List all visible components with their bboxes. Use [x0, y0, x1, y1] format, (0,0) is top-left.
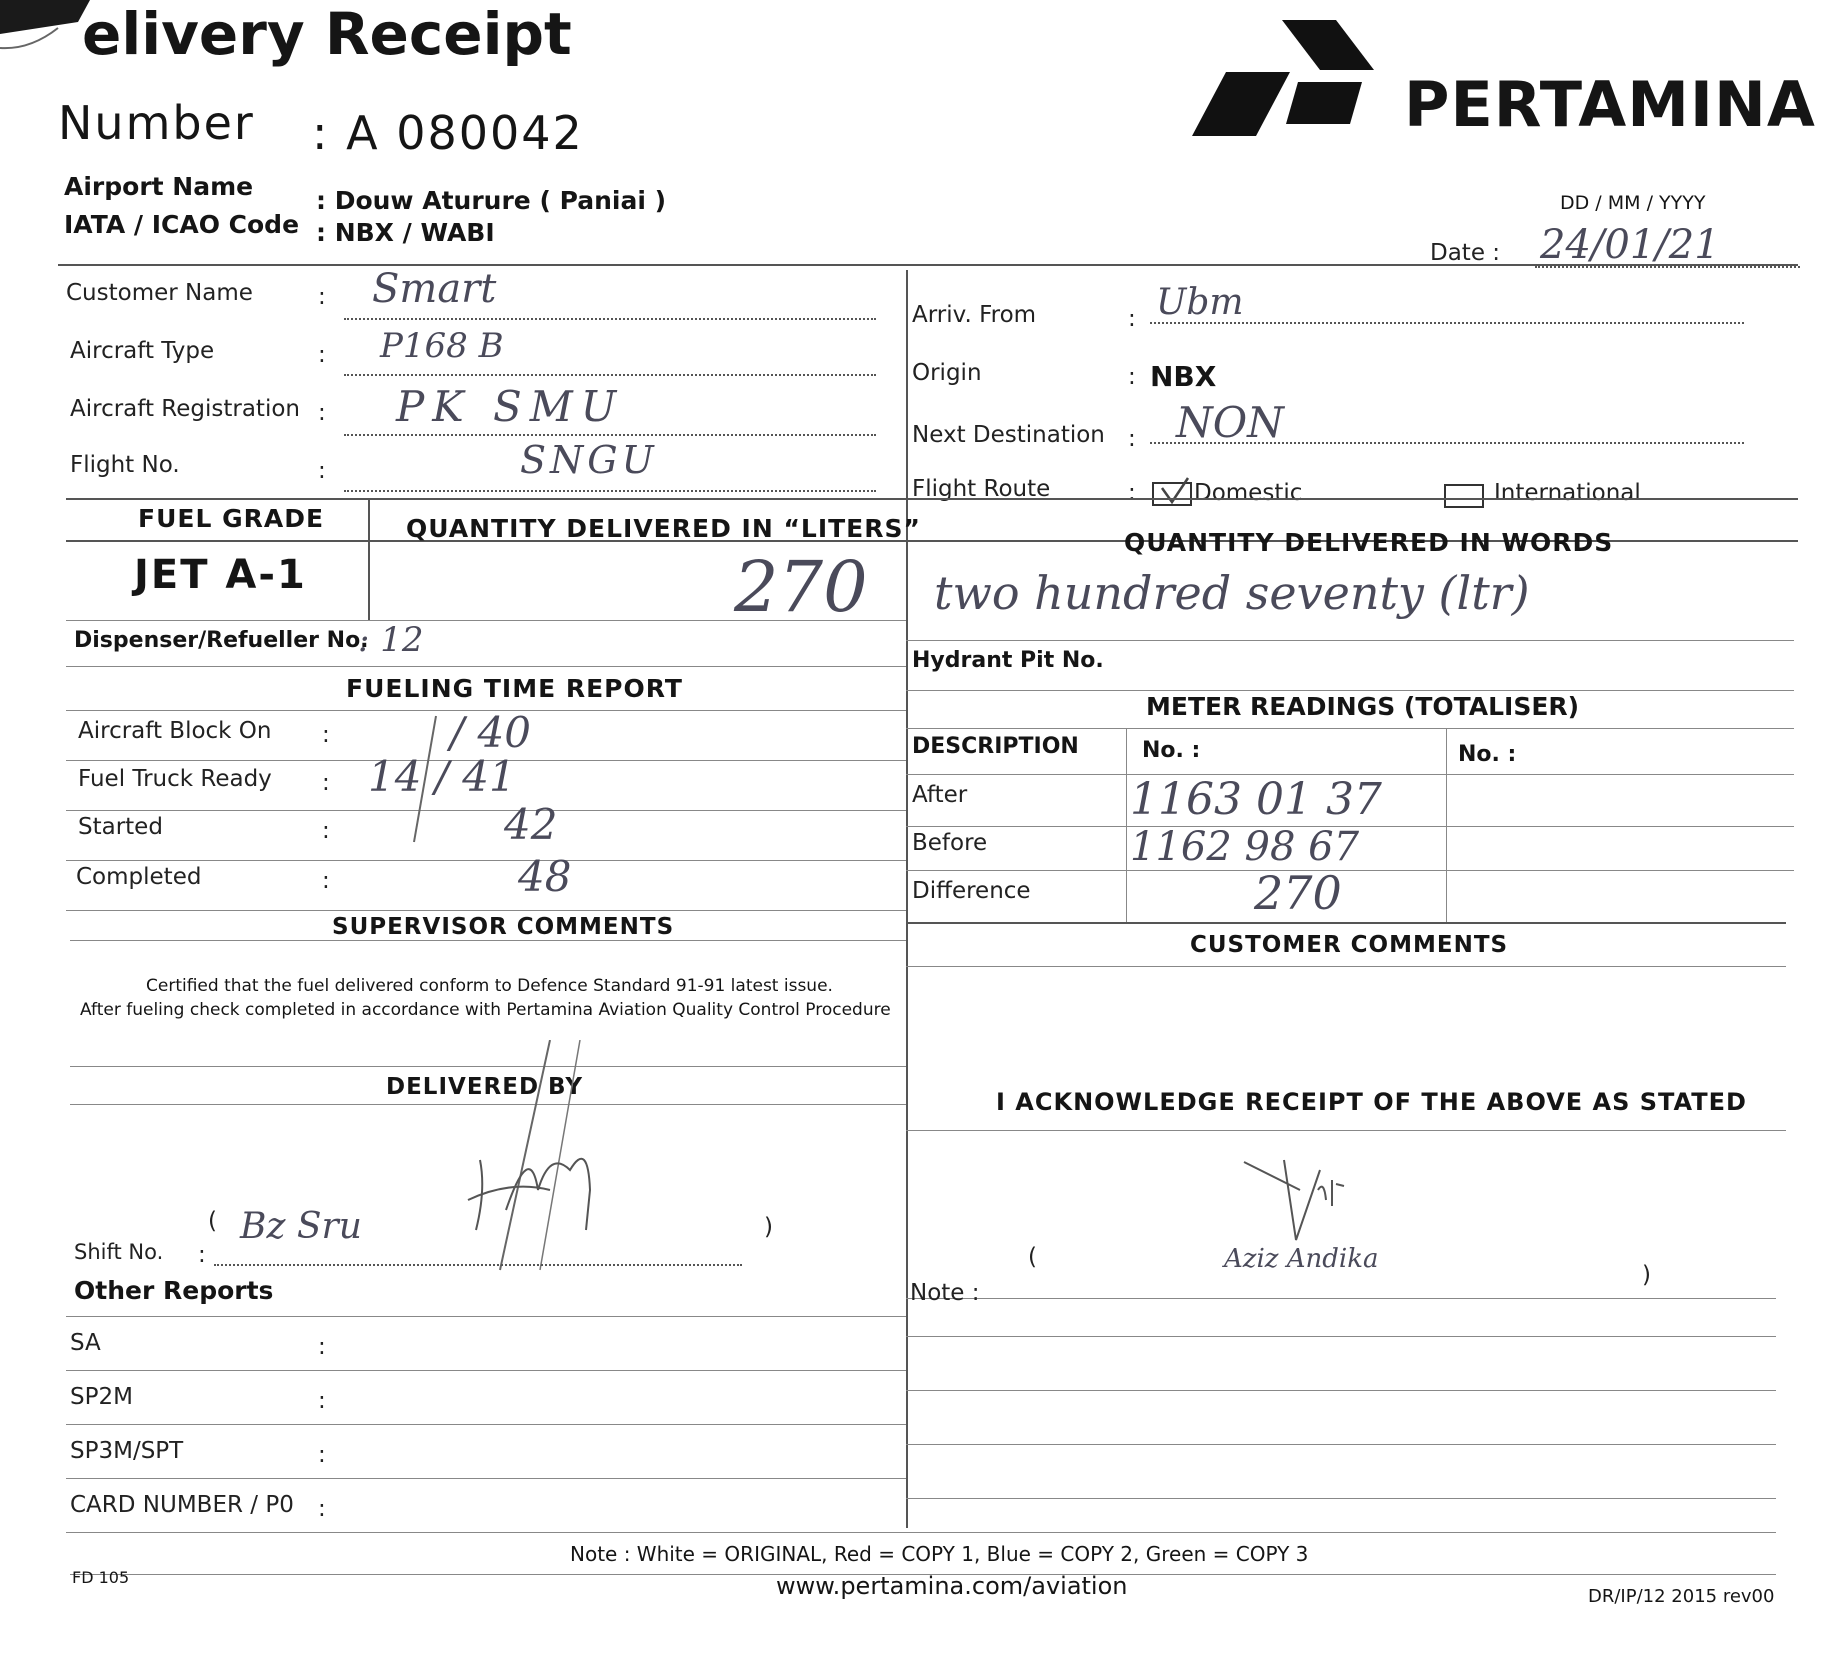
report-sa-colon: :	[318, 1334, 326, 1360]
quantity-liters-value: 270	[734, 546, 868, 628]
shift-no-line	[214, 1264, 742, 1266]
date-format: DD / MM / YYYY	[1560, 192, 1706, 214]
other-reports-header: Other Reports	[74, 1276, 274, 1305]
next-destination-value: NON	[1176, 398, 1284, 447]
flight-no-line	[344, 490, 876, 492]
fuel-bottom-rule	[66, 620, 906, 621]
airport-name-label: Airport Name	[64, 172, 254, 201]
aircraft-type-value: P168 B	[380, 326, 504, 366]
truck-ready-colon: :	[322, 770, 330, 796]
acknowledge-bottom-rule	[906, 1298, 1776, 1299]
next-destination-label: Next Destination	[912, 422, 1105, 448]
acknowledge-header: I ACKNOWLEDGE RECEIPT OF THE ABOVE AS STATED	[996, 1088, 1747, 1116]
airport-name-value: : Douw Aturure ( Paniai )	[316, 186, 667, 215]
meter-bottom-rule	[906, 922, 1786, 924]
copies-note: Note : White = ORIGINAL, Red = COPY 1, Blue = COPY 2, Green = COPY 3	[570, 1542, 1309, 1566]
meter-no-1-header: No. :	[1142, 738, 1201, 763]
pertamina-logo-icon	[1186, 20, 1386, 160]
delivered-handwritten-name: Bz Sru	[240, 1206, 362, 1247]
customer-line	[344, 318, 876, 320]
customer-colon: :	[318, 284, 326, 310]
top-rule	[58, 264, 1798, 266]
meter-before-label: Before	[912, 830, 988, 856]
customer-name-value: Smart	[372, 266, 497, 312]
report-sp3m-colon: :	[318, 1442, 326, 1468]
international-checkbox[interactable]	[1444, 484, 1484, 508]
fuel-header-top-rule	[66, 498, 1798, 500]
torn-corner	[0, 0, 90, 60]
aircraft-type-label: Aircraft Type	[70, 338, 215, 364]
acknowledge-handwritten-name: Aziz Andika	[1224, 1244, 1379, 1274]
meter-col-divider	[1126, 728, 1127, 922]
delivered-open-paren: (	[208, 1208, 217, 1234]
report-sp3m-label: SP3M/SPT	[70, 1438, 184, 1464]
supervisor-header-rule	[70, 940, 906, 941]
other-reports-rule	[66, 1316, 906, 1317]
receipt-number-label: Number	[58, 96, 255, 150]
center-divider	[906, 270, 908, 1528]
customer-signature	[1240, 1150, 1360, 1250]
started-colon: :	[322, 818, 330, 844]
acknowledge-close-paren: )	[1642, 1262, 1651, 1288]
time-row-rule	[66, 910, 906, 911]
arriv-from-value: Ubm	[1156, 282, 1244, 323]
meter-after-value: 1163 01 37	[1130, 774, 1382, 825]
report-row-rule	[66, 1370, 906, 1371]
document-title: elivery Receipt	[82, 0, 572, 68]
report-row-rule	[66, 1478, 906, 1479]
aircraft-type-colon: :	[318, 342, 326, 368]
arriv-from-colon: :	[1128, 306, 1136, 332]
flight-no-label: Flight No.	[70, 452, 180, 478]
block-on-label: Aircraft Block On	[78, 718, 272, 744]
meter-difference-value: 270	[1254, 866, 1342, 920]
date-label: Date :	[1430, 240, 1501, 266]
meter-readings-header: METER READINGS (TOTALISER)	[1146, 692, 1580, 721]
airport-code-label: IATA / ICAO Code	[64, 210, 300, 239]
report-row-rule	[66, 1532, 1776, 1533]
report-sa-label: SA	[70, 1330, 101, 1356]
flight-route-colon: :	[1128, 480, 1136, 506]
quantity-words-header: QUANTITY DELIVERED IN WORDS	[1124, 528, 1614, 557]
time-pen-stroke	[400, 714, 440, 844]
note-line	[906, 1498, 1776, 1499]
block-on-value: / 40	[450, 708, 531, 757]
truck-ready-value: 14 / 41	[368, 752, 516, 801]
website-link[interactable]: www.pertamina.com/aviation	[776, 1572, 1128, 1600]
fuel-grade-divider	[368, 500, 370, 620]
international-label: International	[1494, 480, 1641, 506]
domestic-label: Domestic	[1194, 480, 1303, 506]
truck-ready-label: Fuel Truck Ready	[78, 766, 272, 792]
certification-line-1: Certified that the fuel delivered conform to Defence Standard 91-91 latest issue.	[146, 976, 833, 996]
block-on-colon: :	[322, 722, 330, 748]
registration-colon: :	[318, 400, 326, 426]
dispenser-label: Dispenser/Refueller No.	[74, 628, 369, 653]
meter-before-value: 1162 98 67	[1130, 824, 1360, 870]
meter-row-rule	[906, 870, 1794, 871]
completed-label: Completed	[76, 864, 202, 890]
shift-no-colon: :	[198, 1242, 206, 1268]
report-sp2m-colon: :	[318, 1388, 326, 1414]
fuel-grade-value: JET A-1	[134, 552, 307, 598]
customer-name-label: Customer Name	[66, 280, 253, 306]
report-card-number-label: CARD NUMBER / P0	[70, 1492, 294, 1518]
started-value: 42	[504, 800, 558, 849]
note-line	[906, 1390, 1776, 1391]
flight-no-colon: :	[318, 458, 326, 484]
meter-difference-label: Difference	[912, 878, 1031, 904]
flight-route-label: Flight Route	[912, 476, 1051, 502]
form-code: FD 105	[72, 1568, 130, 1587]
deliverer-signature	[440, 1040, 620, 1280]
receipt-number-value: : A 080042	[312, 106, 584, 160]
hydrant-pit-label: Hydrant Pit No.	[912, 648, 1104, 673]
report-card-number-colon: :	[318, 1496, 326, 1522]
report-row-rule	[66, 1424, 906, 1425]
meter-col-divider	[1446, 728, 1447, 922]
fueling-time-header: FUELING TIME REPORT	[346, 674, 683, 703]
note-line	[906, 1336, 1776, 1337]
dispenser-value: : 12	[358, 620, 424, 660]
quantity-liters-header: QUANTITY DELIVERED IN “LITERS”	[406, 514, 921, 543]
delivered-close-paren: )	[764, 1214, 773, 1240]
meter-no-2-header: No. :	[1458, 742, 1517, 767]
completed-value: 48	[518, 852, 572, 901]
fuel-grade-header: FUEL GRADE	[138, 504, 325, 533]
dispenser-bottom-rule	[66, 666, 906, 667]
origin-value: NBX	[1150, 360, 1217, 393]
airport-code-value: : NBX / WABI	[316, 218, 495, 247]
certification-line-2: After fueling check completed in accordance with Pertamina Aviation Quality Control Procedure	[80, 1000, 891, 1020]
aircraft-registration-value: PK SMU	[396, 382, 625, 431]
supervisor-comments-header: SUPERVISOR COMMENTS	[332, 914, 675, 940]
revision-code: DR/IP/12 2015 rev00	[1588, 1586, 1775, 1607]
origin-label: Origin	[912, 360, 982, 386]
started-label: Started	[78, 814, 163, 840]
time-row-rule	[66, 860, 906, 861]
flight-no-value: SNGU	[520, 438, 658, 482]
time-row-rule	[66, 810, 906, 811]
completed-colon: :	[322, 868, 330, 894]
date-value: 24/01/21	[1540, 222, 1720, 268]
registration-line	[344, 434, 876, 436]
quantity-words-value: two hundred seventy (ltr)	[934, 566, 1530, 620]
meter-after-label: After	[912, 782, 968, 808]
acknowledge-header-rule	[906, 1130, 1786, 1131]
customer-header-rule	[906, 966, 1786, 967]
arriv-from-label: Arriv. From	[912, 302, 1037, 328]
words-bottom-rule	[906, 640, 1794, 641]
description-header: DESCRIPTION	[912, 734, 1079, 759]
meter-header-rule	[906, 728, 1794, 729]
note-label: Note :	[910, 1280, 980, 1306]
shift-no-label: Shift No.	[74, 1240, 164, 1264]
delivered-by-header: DELIVERED BY	[386, 1074, 583, 1100]
note-line	[906, 1444, 1776, 1445]
next-destination-colon: :	[1128, 426, 1136, 452]
aircraft-registration-label: Aircraft Registration	[70, 396, 300, 422]
report-sp2m-label: SP2M	[70, 1384, 133, 1410]
meter-top-rule	[906, 690, 1794, 691]
brand-name: PERTAMINA	[1404, 68, 1816, 141]
domestic-check-mark-icon	[1158, 474, 1192, 508]
acknowledge-open-paren: (	[1028, 1244, 1037, 1270]
aircraft-type-line	[344, 374, 876, 376]
origin-colon: :	[1128, 364, 1136, 390]
customer-comments-header: CUSTOMER COMMENTS	[1190, 932, 1509, 958]
